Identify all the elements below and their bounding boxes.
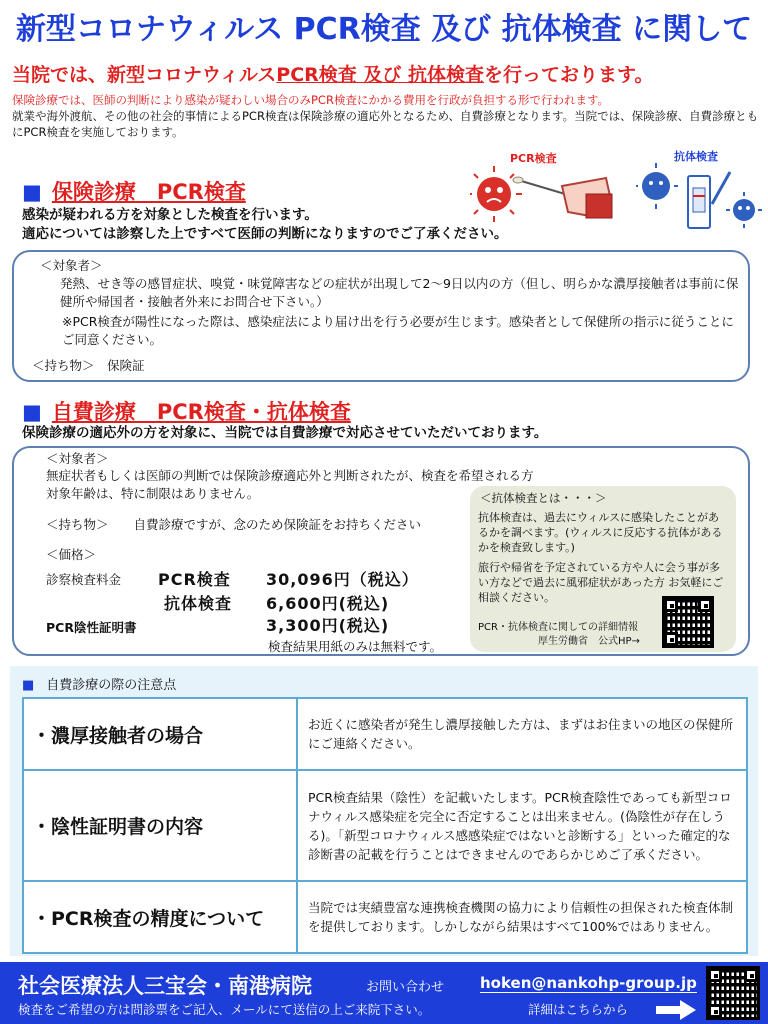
- selfpay-target-text1: 無症状者もしくは医師の判断では保険診療適応外と判断されたが、検査を希望される方: [46, 468, 534, 483]
- caution-row: [22, 697, 748, 771]
- footer: [0, 962, 768, 1024]
- antibody-panel-p1: 抗体検査は、過去にウィルスに感染したことがあるかを調べます。(ウィルスに反応する抗体があるかを検査致します。): [478, 511, 723, 554]
- contact-email-link[interactable]: hoken@nankohp-group.jp: [480, 974, 697, 992]
- price-row1-label: 診察検査料金: [46, 572, 122, 587]
- insurance-note: ※PCR検査が陽性になった際は、感染症法により届け出を行う必要が生じます。感染者として保健所の指示に従うことにご同意ください。: [62, 314, 734, 347]
- square-marker-icon: ■: [22, 678, 35, 693]
- caution-row-text: 当院では実績豊富な連携検査機関の協力により信頼性の担保された検査体制を提供しております。しかしながら結果はすべて100%ではありません。: [308, 900, 734, 934]
- hospital-name: 社会医療法人三宝会・南港病院: [18, 974, 312, 998]
- price-row2-item: 抗体検査: [164, 594, 233, 613]
- insurance-sub2: 適応については診察した上ですべて医師の判断になりますのでご了承ください。: [22, 226, 508, 242]
- antibody-illustration: [636, 148, 762, 234]
- square-marker-icon: ■: [22, 400, 42, 424]
- selfpay-price-label: ＜価格＞: [46, 547, 97, 562]
- lead-prefix: 当院では、新型コロナウィルス: [12, 64, 277, 86]
- selfpay-target-label: ＜対象者＞: [46, 451, 109, 466]
- selfpay-bring: ＜持ち物＞ 自費診療ですが、念のため保険証をお持ちください: [46, 517, 422, 532]
- insurance-target-label: ＜対象者＞: [40, 258, 103, 273]
- swab-hand-icon: [513, 177, 612, 218]
- mhlw-qr-code-icon[interactable]: [662, 596, 714, 648]
- caution-row: [22, 771, 748, 882]
- price-row1-item: PCR検査: [158, 570, 231, 589]
- lead-text: [12, 60, 654, 87]
- antibody-panel-heading: ＜抗体検査とは・・・＞: [480, 491, 607, 505]
- virus-blue-small-icon: [726, 192, 762, 228]
- footer-qr-code-icon[interactable]: [706, 966, 760, 1020]
- price-note: 検査結果用紙のみは無料です。: [268, 639, 443, 654]
- pcr-illustration: [470, 150, 618, 230]
- lead-suffix: を行っております。: [484, 64, 654, 86]
- selfpay-sub: 保険診療の適応外の方を対象に、当院では自費診療で対応させていただいております。: [22, 425, 548, 441]
- intro-paragraph: [12, 92, 760, 140]
- insurance-bring: ＜持ち物＞ 保険証: [32, 358, 145, 373]
- caution-row-label: ・PCR検査の精度について: [24, 882, 298, 952]
- virus-icon: [470, 166, 522, 222]
- test-kit-icon: [688, 172, 730, 228]
- antibody-panel-p2: 旅行や帰省を予定されている方や人に会う事が多い方などで過去に風邪症状があった方 お気軽にご相談ください。: [478, 561, 724, 604]
- insurance-heading-text: 保険診療 PCR検査: [51, 180, 246, 204]
- page-title: 新型コロナウィルス PCR検査 及び 抗体検査 に関して: [15, 12, 753, 47]
- caution-row-label: ・陰性証明書の内容: [24, 771, 298, 880]
- virus-blue-icon: [636, 163, 678, 209]
- caution-row: [22, 882, 748, 954]
- caution-row-text: PCR検査結果（陰性）を記載いたします。PCR検査陰性であっても新型コロナウィルス感染症を完全に否定することは出来ません。(偽陰性が存在しうる)。「新型コロナウィルス感感染症ではないと診断する」といった確定的な診断書の記載を行うことはできませんのであらかじめご了承ください。: [308, 789, 732, 862]
- intro-text: 就業や海外渡航、その他の社会的事情によるPCR検査は保険診療の適応外となるため、自費診療となります。当院では、保険診療、自費診療ともにPCR検査を実施しております。: [12, 109, 759, 139]
- lead-underlined: PCR検査 及び 抗体検査: [276, 64, 485, 86]
- insurance-sub1: 感染が疑われる方を対象とした検査を行います。: [22, 207, 318, 223]
- mhlw-link-line2[interactable]: 厚生労働省 公式HP→: [538, 636, 640, 647]
- caution-row-text: お近くに感染者が発生し濃厚接触した方は、まずはお住まいの地区の保健所にご連絡ください。: [308, 717, 734, 751]
- antibody-illustration-label: 抗体検査: [674, 150, 718, 163]
- selfpay-heading-text: 自費診療 PCR検査・抗体検査: [51, 400, 351, 424]
- selfpay-heading: [22, 396, 351, 426]
- price-row3-value: 3,300円(税込): [266, 616, 390, 635]
- price-row1-value: 30,096円（税込）: [266, 570, 419, 589]
- details-link[interactable]: 詳細はこちらから: [528, 1002, 629, 1017]
- arrow-right-icon: [656, 1000, 696, 1020]
- caution-heading: [22, 674, 176, 693]
- intro-red-text: 保険診療では、医師の判断により感染が疑わしい場合のみPCR検査にかかる費用を行政が負担する形で行われます。: [12, 93, 610, 107]
- footer-instruction: 検査をご希望の方は問診票をご記入、メールにて送信の上ご来院下さい。: [18, 1002, 431, 1017]
- square-marker-icon: ■: [22, 180, 42, 204]
- price-row3-label: PCR陰性証明書: [46, 620, 137, 635]
- mhlw-link-line1[interactable]: PCR・抗体検査に関しての詳細情報: [478, 622, 638, 633]
- price-row2-value: 6,600円(税込): [266, 594, 390, 613]
- insurance-target-text: 発熱、せき等の感冒症状、嗅覚・味覚障害などの症状が出現して2〜9日以内の方（但し、明らかな濃厚接触者は事前に保健所や帰国者・接触者外来にお問合せ下さい。）: [60, 276, 739, 309]
- pcr-illustration-label: PCR検査: [510, 152, 557, 165]
- selfpay-target-text2: 対象年齢は、特に制限はありません。: [46, 486, 260, 501]
- insurance-heading: [22, 176, 246, 206]
- caution-heading-text: 自費診療の際の注意点: [46, 678, 177, 693]
- caution-row-label: ・濃厚接触者の場合: [24, 699, 298, 769]
- contact-label: お問い合わせ: [366, 980, 445, 995]
